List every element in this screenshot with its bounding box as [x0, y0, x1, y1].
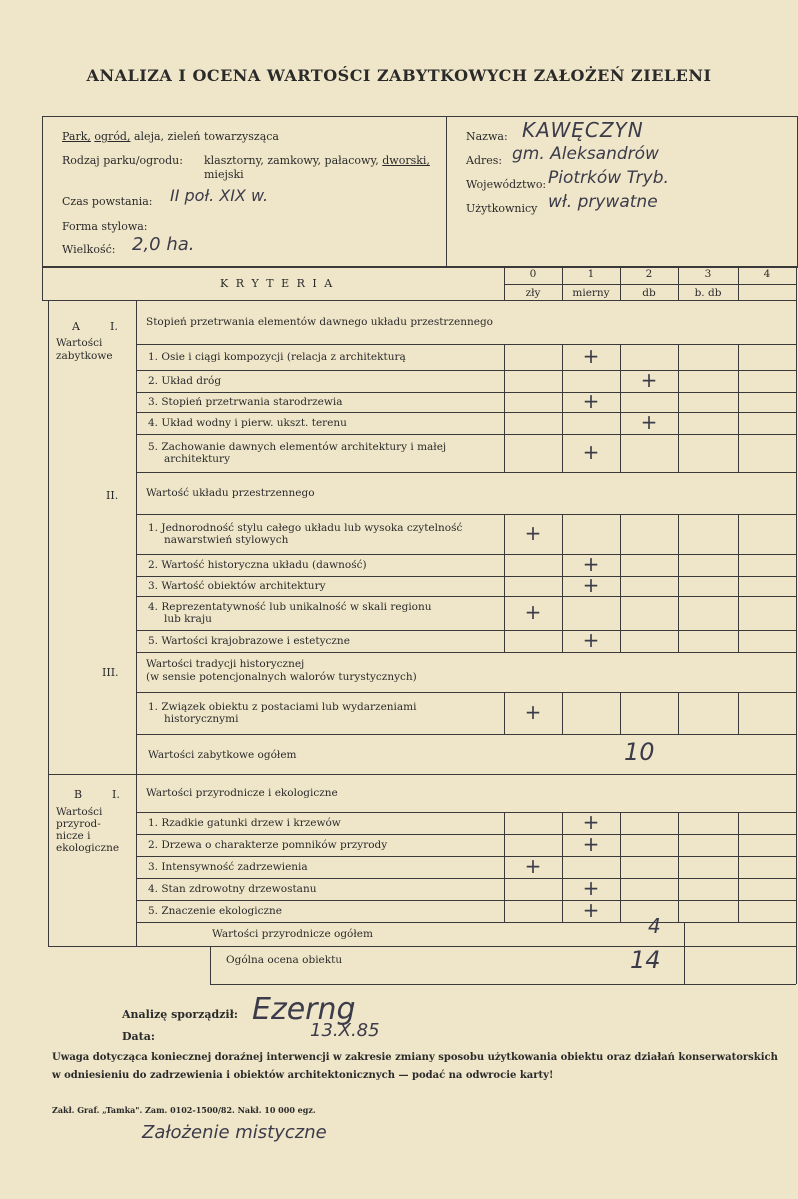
score-cell-rule — [562, 856, 563, 878]
score-cell-rule — [678, 412, 679, 434]
score-cell-rule — [620, 576, 621, 596]
score-cell-rule — [738, 514, 739, 554]
score-cell-rule — [678, 554, 679, 576]
section-b-name: przyrod- — [56, 818, 101, 830]
score-cell-rule — [620, 344, 621, 370]
score-cell-rule — [504, 576, 505, 596]
score-cell-rule — [738, 596, 739, 630]
score-mark: + — [582, 898, 600, 922]
section-b-name: ekologiczne — [56, 842, 120, 854]
score-cell-rule — [562, 878, 563, 900]
score-name: mierny — [572, 287, 610, 299]
score-name: zły — [525, 287, 541, 299]
score-subheader-rule — [504, 284, 796, 285]
rodzaj-label: Rodzaj parku/ogrodu: — [62, 154, 183, 167]
overall-label: Ogólna ocena obiektu — [226, 954, 343, 966]
score-cell-rule — [562, 514, 563, 554]
item-rule — [136, 878, 796, 879]
score-cell-rule — [678, 576, 679, 596]
score-cell-rule — [620, 900, 621, 922]
park-type-rest: aleja, zieleń towarzysząca — [133, 130, 279, 143]
score-cell-rule — [678, 434, 679, 472]
item-rule — [136, 596, 796, 597]
overall-value-rule — [684, 946, 685, 984]
section-a-name-2: zabytkowe — [56, 350, 113, 362]
criterion-label-cont: lub kraju — [164, 613, 212, 625]
score-name: b. db — [694, 287, 722, 299]
item-rule — [136, 834, 796, 835]
criterion-label: 5. Znaczenie ekologiczne — [148, 905, 283, 917]
nazwa-value: KAWĘCZYN — [522, 118, 644, 142]
score-cell-rule — [562, 370, 563, 392]
score-cell-rule — [738, 856, 739, 878]
score-cell-rule — [620, 812, 621, 834]
wielkosc-value: 2,0 ha. — [132, 234, 195, 255]
uzytkownicy-value: wł. prywatne — [548, 192, 658, 212]
score-cell-rule — [504, 370, 505, 392]
score-cell-rule — [678, 856, 679, 878]
score-name: db — [642, 287, 656, 299]
score-cell-rule — [678, 692, 679, 734]
score-cell-rule — [620, 856, 621, 878]
score-cell-rule — [678, 878, 679, 900]
przyrodnicze-total-label: Wartości przyrodnicze ogółem — [212, 928, 373, 940]
analyst-label: Analizę sporządził: — [122, 1008, 238, 1021]
score-cell-rule — [504, 514, 505, 554]
score-mark: + — [582, 440, 600, 464]
score-cell-rule — [678, 392, 679, 412]
score-cell-rule — [620, 514, 621, 554]
score-cell-rule — [504, 878, 505, 900]
criterion-label: 4. Stan zdrowotny drzewostanu — [148, 883, 317, 895]
table-top-rule — [42, 266, 796, 267]
section-divider — [48, 774, 136, 775]
criterion-label: 1. Osie i ciągi kompozycji (relacja z architekturą — [148, 351, 406, 363]
group-b1-title: Wartości przyrodnicze i ekologiczne — [146, 787, 338, 799]
item-rule — [136, 554, 796, 555]
uzytkownicy-label: Użytkownicy — [466, 202, 538, 215]
score-cell-rule — [678, 344, 679, 370]
score-cell-rule — [504, 434, 505, 472]
criterion-label: 3. Intensywność zadrzewienia — [148, 861, 308, 873]
zabytkowe-total-label: Wartości zabytkowe ogółem — [148, 749, 297, 761]
score-cell-rule — [620, 554, 621, 576]
score-cell-rule — [562, 576, 563, 596]
total-rule — [136, 774, 796, 775]
score-cell-rule — [504, 900, 505, 922]
rodzaj-miejski: miejski — [204, 168, 244, 181]
score-cell-rule — [562, 630, 563, 652]
section-b-name: nicze i — [56, 830, 91, 842]
score-cell-rule — [504, 812, 505, 834]
score-cell-rule — [620, 692, 621, 734]
score-cell-rule — [620, 834, 621, 856]
score-mark: + — [582, 810, 600, 834]
section-a-roman-1: I. — [110, 320, 118, 333]
score-mark: + — [640, 368, 658, 392]
score-cell-rule — [738, 576, 739, 596]
criterion-label: 3. Wartość obiektów architektury — [148, 580, 326, 592]
score-cell-rule — [620, 630, 621, 652]
score-mark: + — [582, 552, 600, 576]
handwritten-note: Założenie mistyczne — [142, 1122, 327, 1143]
score-cell-rule — [562, 344, 563, 370]
section-a-roman-2: II. — [106, 489, 119, 502]
score-cell-rule — [504, 412, 505, 434]
item-rule — [136, 370, 796, 371]
criterion-label: 5. Wartości krajobrazowe i estetyczne — [148, 635, 350, 647]
score-mark: + — [524, 600, 542, 624]
czas-value: II poł. XIX w. — [170, 186, 269, 205]
score-cell-rule — [678, 900, 679, 922]
item-rule — [136, 856, 796, 857]
czas-label: Czas powstania: — [62, 195, 153, 208]
score-cell-rule — [504, 392, 505, 412]
score-cell-rule — [562, 900, 563, 922]
zabytkowe-total-value: 10 — [624, 738, 655, 766]
score-cell-rule — [738, 370, 739, 392]
score-cell-rule — [562, 596, 563, 630]
score-cell-rule — [504, 856, 505, 878]
score-cell-rule — [738, 900, 739, 922]
section-b-code: B — [74, 788, 83, 801]
score-cell-rule — [562, 834, 563, 856]
score-mark: + — [582, 344, 600, 368]
score-cell-rule — [620, 392, 621, 412]
park-word: Park, — [62, 130, 91, 143]
score-mark: + — [582, 573, 600, 597]
score-cell-rule — [738, 812, 739, 834]
overall-value: 14 — [630, 946, 661, 974]
section-a-roman-3: III. — [102, 666, 119, 679]
score-cell-rule — [738, 392, 739, 412]
score-cell-rule — [620, 370, 621, 392]
wielkosc-label: Wielkość: — [62, 243, 116, 256]
criterion-label: 2. Wartość historyczna układu (dawność) — [148, 559, 367, 571]
score-cell-rule — [504, 344, 505, 370]
score-number: 0 — [529, 268, 537, 280]
criterion-label: 2. Układ dróg — [148, 375, 222, 387]
score-cell-rule — [620, 878, 621, 900]
item-rule — [136, 576, 796, 577]
score-cell-rule — [562, 392, 563, 412]
section-a-name-1: Wartości — [56, 337, 103, 349]
overall-bottom-rule — [210, 984, 796, 985]
group-a3-title-2: (w sensie potencjonalnych walorów turystycznych) — [146, 671, 417, 683]
score-mark: + — [524, 700, 542, 724]
score-mark: + — [582, 389, 600, 413]
score-cell-rule — [678, 812, 679, 834]
group-rule — [136, 514, 796, 515]
score-mark: + — [524, 521, 542, 545]
total-value-rule — [684, 922, 685, 946]
score-cell-rule — [504, 554, 505, 576]
nazwa-label: Nazwa: — [466, 130, 508, 143]
score-cell-rule — [562, 812, 563, 834]
forma-label: Forma stylowa: — [62, 220, 148, 233]
score-cell-rule — [678, 630, 679, 652]
item-rule — [136, 922, 796, 923]
section-b-name: Wartości — [56, 806, 103, 818]
score-cell-rule — [504, 834, 505, 856]
wojewodztwo-value: Piotrków Tryb. — [548, 168, 669, 188]
score-number: 1 — [587, 268, 595, 280]
score-cell-rule — [562, 692, 563, 734]
score-mark: + — [524, 854, 542, 878]
body-right-rule — [796, 300, 797, 984]
ogrod-word: ogród, — [94, 130, 131, 143]
score-cell-rule — [678, 596, 679, 630]
item-rule — [136, 734, 796, 735]
item-rule — [136, 434, 796, 435]
score-cell-rule — [738, 412, 739, 434]
rodzaj-options: klasztorny, zamkowy, pałacowy, dworski, — [204, 154, 430, 167]
intervention-note-line2: w odniesieniu do zadrzewienia i obiektów architektonicznych — podać na odwrocie karty! — [52, 1070, 554, 1081]
document-title: ANALIZA I OCENA WARTOŚCI ZABYTKOWYCH ZAŁOŻEŃ ZIELENI — [86, 66, 712, 85]
label-column-rule — [136, 300, 137, 946]
date-value: 13.X.85 — [310, 1020, 380, 1041]
score-cell-rule — [738, 834, 739, 856]
table-left-rule — [42, 266, 43, 300]
score-cell-rule — [738, 878, 739, 900]
criterion-label: 5. Zachowanie dawnych elementów architektury i małej — [148, 441, 447, 453]
score-cell-rule — [562, 554, 563, 576]
adres-value: gm. Aleksandrów — [512, 144, 659, 164]
b-total-rule — [136, 946, 796, 947]
score-number: 4 — [763, 268, 771, 280]
item-rule — [136, 472, 796, 473]
group-rule — [136, 812, 796, 813]
score-cell-rule — [504, 596, 505, 630]
item-rule — [136, 630, 796, 631]
analyst-signature: Ezerng — [252, 992, 356, 1027]
score-cell-rule — [504, 692, 505, 734]
section-b-roman-1: I. — [112, 788, 120, 801]
park-type-line — [62, 130, 279, 143]
criterion-label: 4. Układ wodny i pierw. ukszt. terenu — [148, 417, 347, 429]
score-mark: + — [582, 876, 600, 900]
criterion-label: 3. Stopień przetrwania starodrzewia — [148, 396, 343, 408]
item-rule — [136, 652, 796, 653]
overall-left-rule — [210, 946, 211, 984]
printer-info: Zakł. Graf. „Tamka". Zam. 0102-1500/82. Nakł. 10 000 egz. — [52, 1105, 316, 1115]
score-cell-rule — [738, 554, 739, 576]
score-cell-rule — [738, 630, 739, 652]
score-cell-rule — [620, 434, 621, 472]
score-mark: + — [582, 832, 600, 856]
score-cell-rule — [678, 514, 679, 554]
score-cell-rule — [738, 434, 739, 472]
group-a3-title: Wartości tradycji historycznej — [146, 658, 305, 670]
score-number: 2 — [645, 268, 653, 280]
adres-label: Adres: — [466, 154, 503, 167]
body-left-rule — [48, 300, 49, 946]
group-a2-title: Wartość układu przestrzennego — [146, 487, 315, 499]
section-a-code: A — [72, 320, 80, 333]
criterion-label: 4. Reprezentatywność lub unikalność w skali regionu — [148, 601, 432, 613]
score-cell-rule — [678, 834, 679, 856]
criterion-label-cont: historycznymi — [164, 713, 239, 725]
table-right-rule — [796, 266, 797, 300]
group-rule — [136, 344, 796, 345]
score-cell-rule — [738, 344, 739, 370]
score-cell-rule — [562, 434, 563, 472]
criterion-label-cont: nawarstwień stylowych — [164, 534, 289, 546]
score-cell-rule — [620, 596, 621, 630]
item-rule — [136, 412, 796, 413]
wojewodztwo-label: Województwo: — [466, 178, 547, 191]
criterion-label: 1. Rzadkie gatunki drzew i krzewów — [148, 817, 341, 829]
criterion-label: 2. Drzewa o charakterze pomników przyrody — [148, 839, 388, 851]
dworski-word: dworski, — [382, 154, 430, 167]
group-a1-title: Stopień przetrwania elementów dawnego układu przestrzennego — [146, 316, 493, 328]
date-label: Data: — [122, 1030, 155, 1043]
score-cell-rule — [678, 370, 679, 392]
score-cell-rule — [738, 692, 739, 734]
score-mark: + — [640, 410, 658, 434]
intervention-note-line1: Uwaga dotycząca koniecznej doraźnej interwencji w zakresie zmiany sposobu użytkowania obiektu oraz działań konserwatorskich — [52, 1052, 778, 1063]
score-cell-rule — [620, 412, 621, 434]
przyrodnicze-total-value: 4 — [648, 914, 661, 938]
criterion-label: 1. Jednorodność stylu całego układu lub wysoka czytelność — [148, 522, 463, 534]
score-number: 3 — [704, 268, 712, 280]
criterion-label: 1. Związek obiektu z postaciami lub wydarzeniami — [148, 701, 417, 713]
score-cell-rule — [504, 630, 505, 652]
item-rule — [136, 392, 796, 393]
group-rule — [136, 300, 796, 301]
item-rule — [136, 900, 796, 901]
score-cell-rule — [562, 412, 563, 434]
header-divider — [446, 116, 447, 266]
score-mark: + — [582, 628, 600, 652]
kryteria-heading: K R Y T E R I A — [220, 277, 335, 290]
group-rule — [136, 692, 796, 693]
criterion-label-cont: architektury — [164, 453, 231, 465]
